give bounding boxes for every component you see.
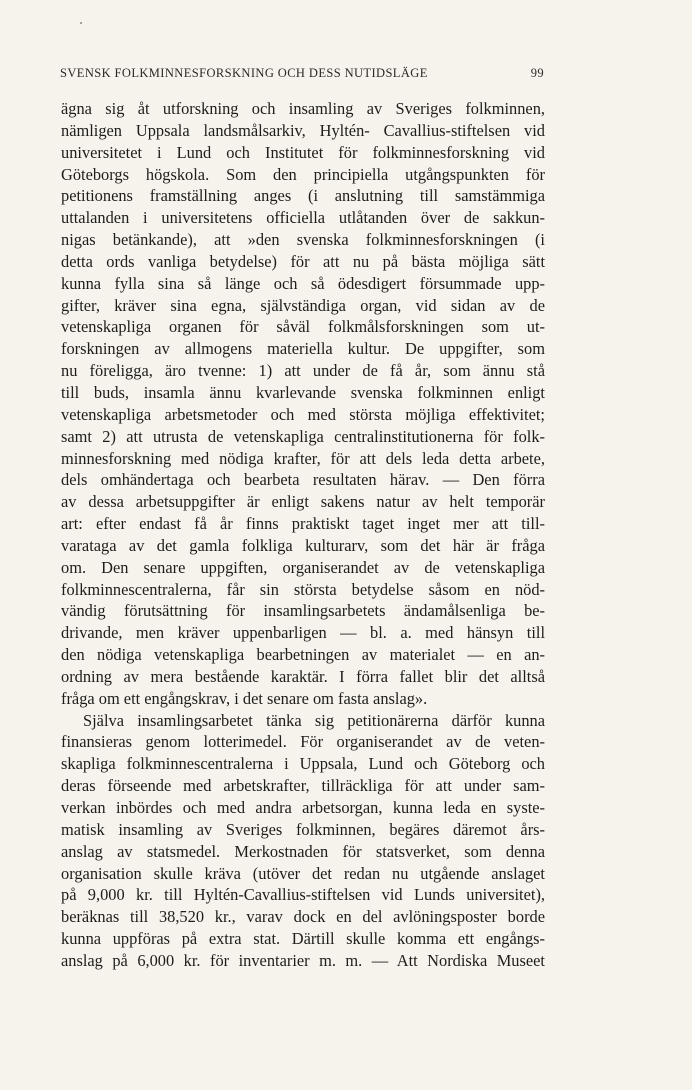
text-line: finansieras genom lotterimedel. För organiserandet av de veten- bbox=[61, 732, 545, 752]
page-number: 99 bbox=[530, 66, 544, 80]
text-line: verkan inbördes och med andra arbetsorgan, kunna leda en syste- bbox=[61, 798, 545, 817]
text-line: om. Den senare uppgiften, organiserandet av de vetenskapliga bbox=[61, 557, 545, 577]
text-line: universitetet i Lund och Institutet för folkminnesforskning vid bbox=[61, 142, 545, 162]
text-line: nigas betänkande), att »den svenska folkminnesforskningen (i bbox=[61, 230, 545, 250]
text-line: ordning av mera bestående karaktär. I förra fallet blir det alltså bbox=[61, 666, 545, 686]
text-line: petitionens framställning anges (i anslutning till samstämmiga bbox=[61, 186, 545, 206]
text-line: anslag av statsmedel. Merkostnaden för statsverket, som denna bbox=[61, 841, 545, 861]
text-line: kunna uppföras på extra stat. Därtill skulle komma ett engångs- bbox=[61, 929, 545, 949]
text-line: minnesforskning med nödiga krafter, för att dels leda detta arbete, bbox=[61, 448, 545, 468]
text-line: beräknas till 38,520 kr., varav dock en del avlöningsposter borde bbox=[61, 907, 545, 927]
text-line: samt 2) att utrusta de vetenskapliga centralinstitutionerna för folk- bbox=[61, 426, 545, 446]
text-line: nu föreligga, äro tvenne: 1) att under de få år, som ännu stå bbox=[61, 361, 545, 381]
text-line: detta ords vanliga betydelse) för att nu på bästa möjliga sätt bbox=[61, 251, 545, 271]
text-line: dels omhändertaga och bearbeta resultaten härav. — Den förra bbox=[61, 470, 545, 490]
text-line: matisk insamling av Sveriges folkminnen, begäres däremot års- bbox=[61, 819, 545, 839]
text-line: organisation skulle kräva (utöver det redan nu utgående anslaget bbox=[61, 863, 545, 883]
text-line: gifter, kräver sina egna, självständiga organ, vid sidan av de bbox=[61, 295, 545, 315]
page-header bbox=[60, 66, 544, 81]
text-line: till buds, insamla ännu kvarlevande svenska folkminnen enligt bbox=[61, 382, 545, 402]
text-line: ägna sig åt utforskning och insamling av Sveriges folkminnen, bbox=[61, 99, 545, 118]
text-line: av dessa arbetsuppgifter är enligt sakens natur av helt temporär bbox=[61, 492, 545, 512]
body-text bbox=[61, 98, 545, 972]
text-line: uttalanden i universitetens officiella utlåtanden över de sakkun- bbox=[61, 208, 545, 228]
text-line: Göteborgs högskola. Som den principiella utgångspunkten för bbox=[61, 164, 545, 184]
text-line: drivande, men kräver uppenbarligen — bl. a. med hänsyn till bbox=[61, 623, 545, 643]
text-line: skapliga folkminnescentralerna i Uppsala, Lund och Göteborg och bbox=[61, 754, 545, 774]
text-line: den nödiga vetenskapliga bearbetningen av materialet — en an- bbox=[61, 645, 545, 665]
text-line: nämligen Uppsala landsmålsarkiv, Hyltén- Cavallius-stiftelsen vid bbox=[61, 120, 545, 140]
running-head: SVENSK FOLKMINNESFORSKNING OCH DESS NUTIDSLÄGE bbox=[60, 66, 428, 80]
text-line: forskningen av allmogens materiella kultur. De uppgifter, som bbox=[61, 339, 545, 359]
text-line: varataga av det gamla folkliga kulturarv, som det här är fråga bbox=[61, 535, 545, 555]
text-line: art: efter endast få år finns praktiskt taget inget mer att till- bbox=[61, 514, 545, 534]
text-line: kunna fylla sina så länge och så ödesdigert försummade upp- bbox=[61, 273, 545, 293]
text-line: vetenskapliga arbetsmetoder och med största möjliga effektivitet; bbox=[61, 404, 545, 424]
text-line: fråga om ett engångskrav, i det senare om fasta anslag». bbox=[61, 688, 428, 708]
text-line: deras förseende med arbetskrafter, tillräckliga för att under sam- bbox=[61, 776, 545, 796]
text-line: folkminnescentralerna, får sin största betydelse såsom en nöd- bbox=[61, 579, 545, 599]
text-line: på 9,000 kr. till Hyltén-Cavallius-stiftelsen vid Lunds universitet), bbox=[61, 885, 545, 905]
speck bbox=[80, 22, 82, 24]
text-line: anslag på 6,000 kr. för inventarier m. m. — Att Nordiska Museet bbox=[61, 950, 545, 970]
text-line: vändig förutsättning för insamlingsarbetets ändamålsenliga be- bbox=[61, 601, 545, 621]
text-line: vetenskapliga organen för såväl folkmålsforskningen som ut- bbox=[61, 317, 545, 337]
paragraph-start-line: Själva insamlingsarbetet tänka sig petitionärerna därför kunna bbox=[83, 710, 545, 730]
